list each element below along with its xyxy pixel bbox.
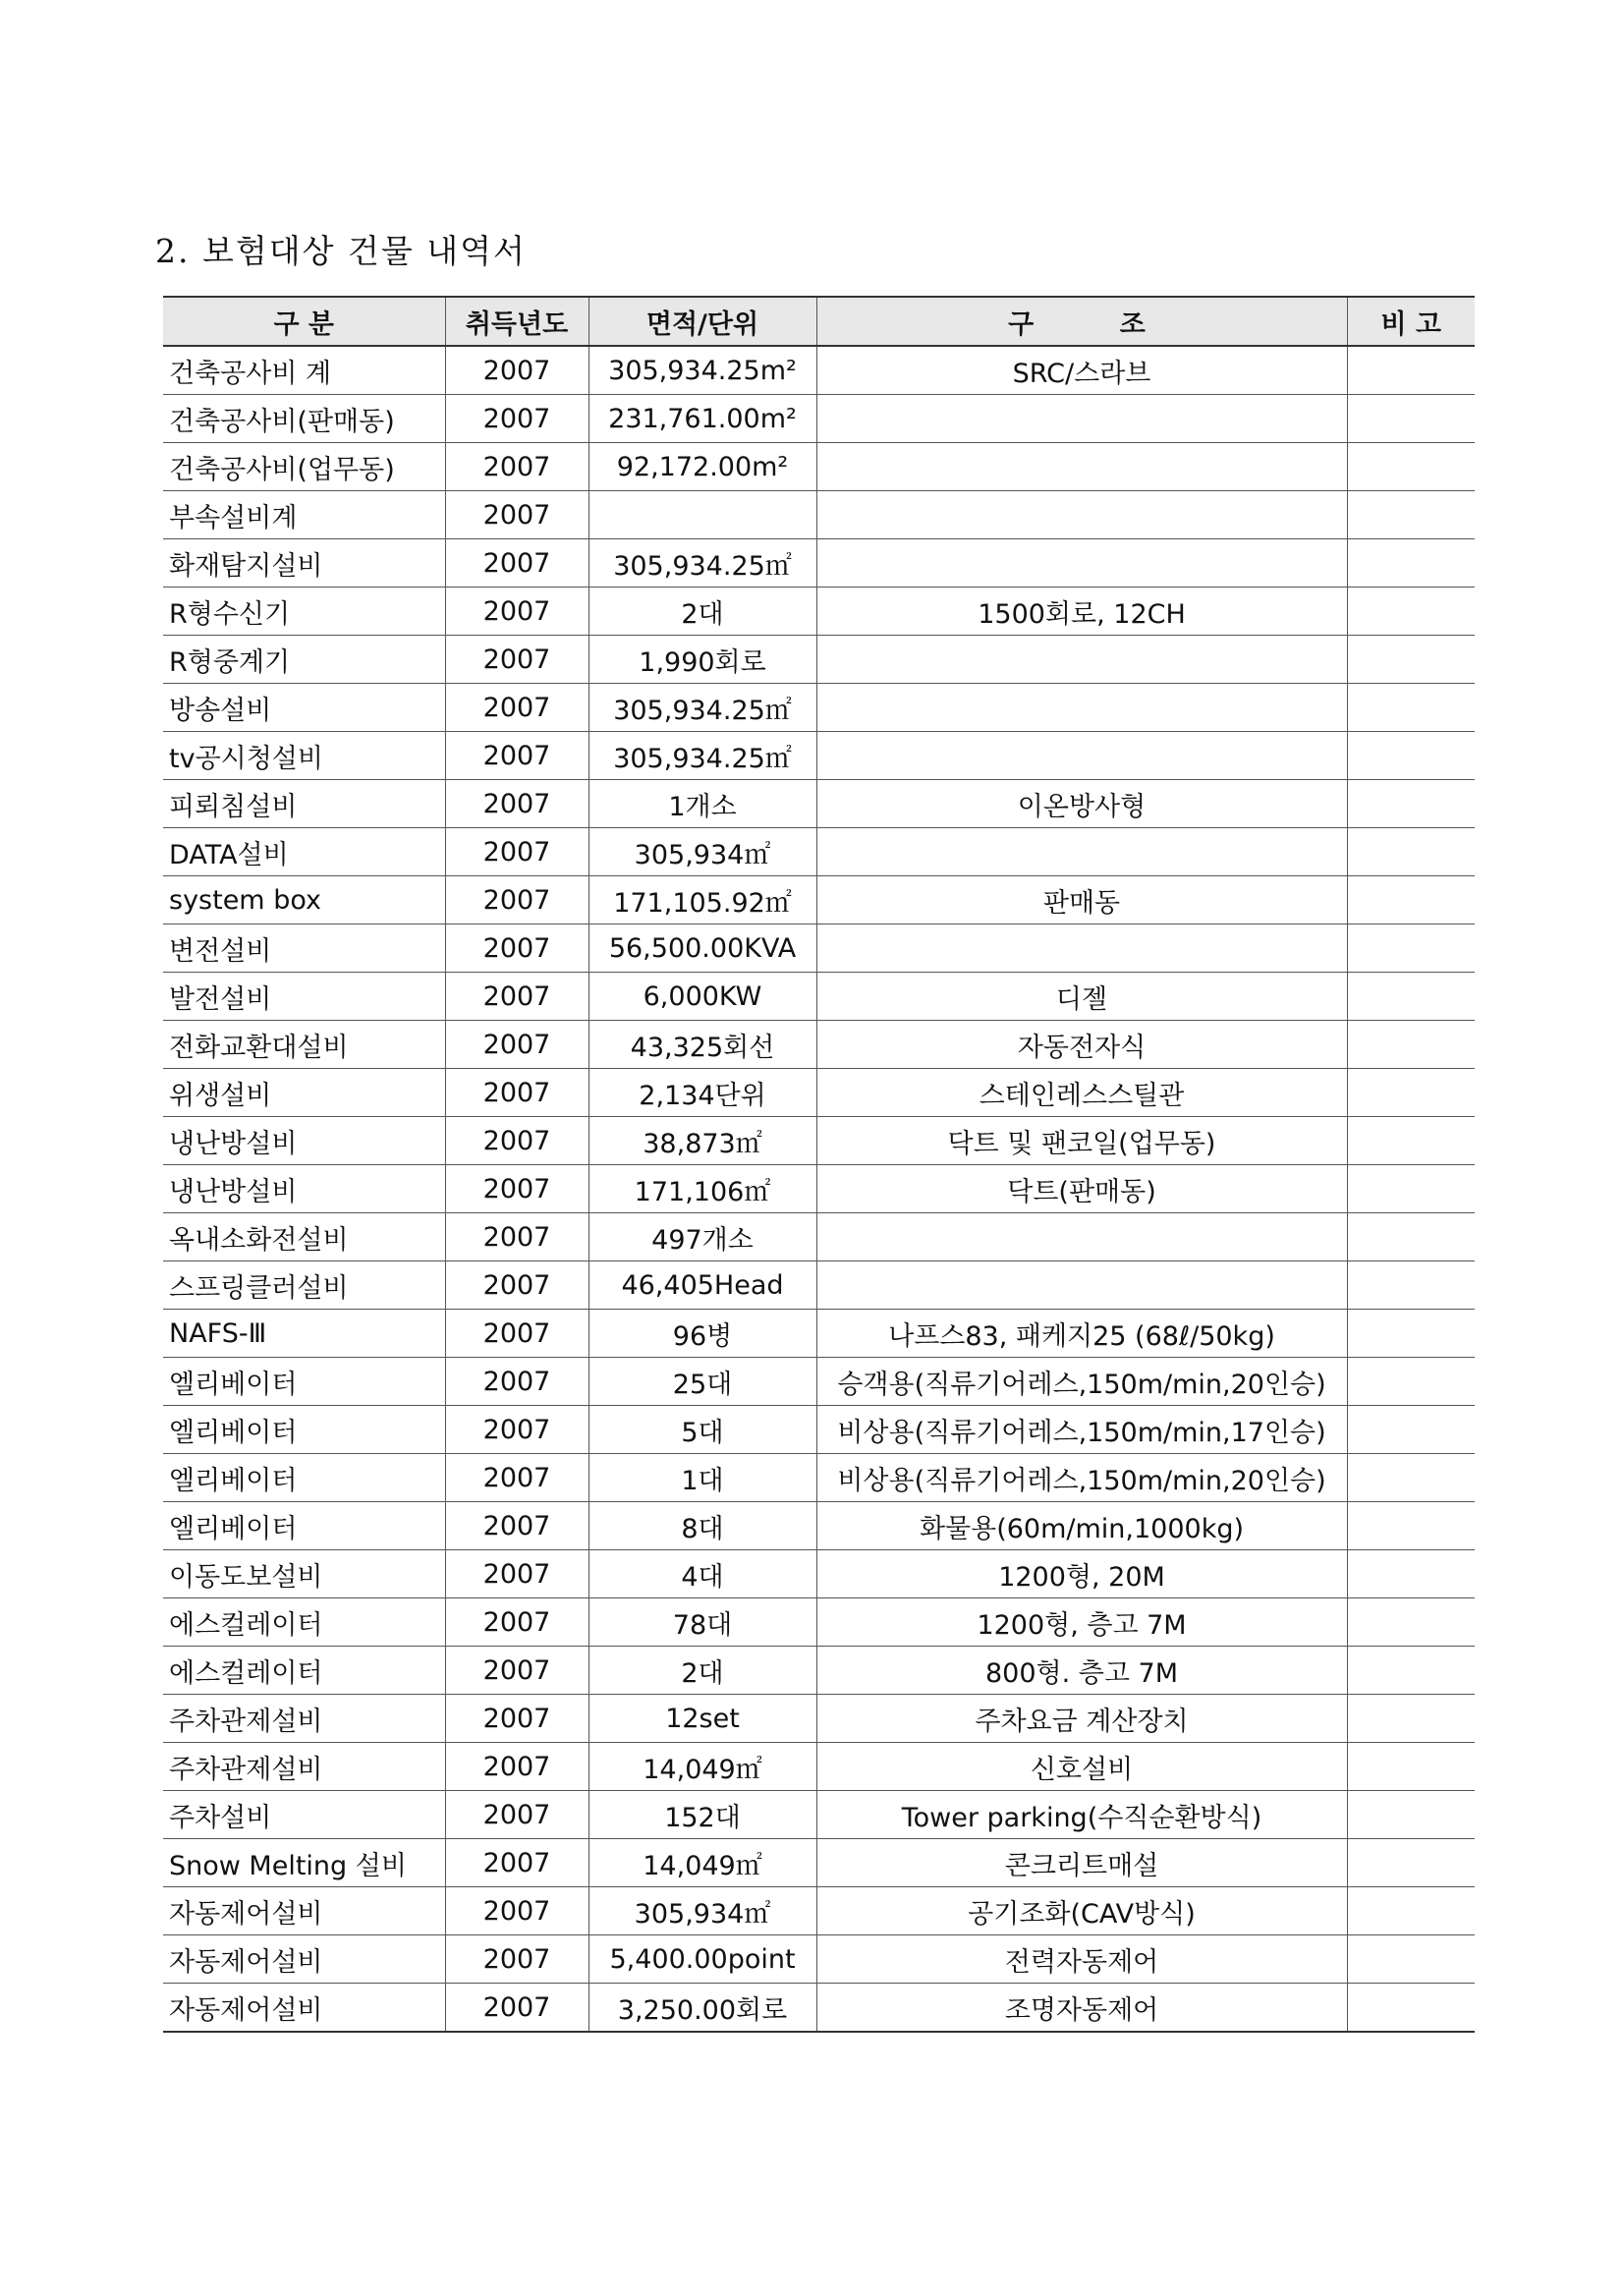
cell-note: [1347, 973, 1475, 1021]
cell-structure: 화물용(60m/min,1000kg): [816, 1502, 1347, 1550]
cell-area: 152대: [588, 1791, 816, 1839]
cell-year: 2007: [445, 1358, 588, 1406]
cell-name: 건축공사비(판매동): [163, 395, 445, 443]
header-note: 비 고: [1347, 297, 1475, 346]
cell-year: 2007: [445, 588, 588, 636]
cell-structure: [816, 539, 1347, 588]
cell-note: [1347, 1310, 1475, 1358]
cell-note: [1347, 1069, 1475, 1117]
cell-structure: 비상용(직류기어레스,150m/min,20인승): [816, 1454, 1347, 1502]
cell-area: 305,934.25㎡: [588, 539, 816, 588]
cell-structure: [816, 395, 1347, 443]
cell-note: [1347, 828, 1475, 876]
table-row: [163, 395, 1475, 443]
cell-note: [1347, 1743, 1475, 1791]
cell-name: 자동제어설비: [163, 1887, 445, 1935]
table-row: [163, 684, 1475, 732]
cell-year: 2007: [445, 924, 588, 973]
table-row: [163, 491, 1475, 539]
cell-year: 2007: [445, 491, 588, 539]
cell-structure: [816, 1261, 1347, 1310]
cell-area: 46,405Head: [588, 1261, 816, 1310]
cell-structure: 판매동: [816, 876, 1347, 924]
cell-name: 주차관제설비: [163, 1695, 445, 1743]
cell-name: 전화교환대설비: [163, 1021, 445, 1069]
cell-note: [1347, 539, 1475, 588]
cell-structure: 1200형, 20M: [816, 1550, 1347, 1598]
table-row: [163, 1213, 1475, 1261]
cell-area: 1개소: [588, 780, 816, 828]
cell-structure: [816, 828, 1347, 876]
cell-year: 2007: [445, 1213, 588, 1261]
table-row: [163, 1358, 1475, 1406]
cell-structure: 1200형, 층고 7M: [816, 1598, 1347, 1647]
table-row: [163, 780, 1475, 828]
cell-name: R형수신기: [163, 588, 445, 636]
cell-structure: 전력자동제어: [816, 1935, 1347, 1984]
header-name: 구 분: [163, 297, 445, 346]
cell-year: 2007: [445, 1743, 588, 1791]
cell-note: [1347, 636, 1475, 684]
cell-year: 2007: [445, 539, 588, 588]
cell-note: [1347, 491, 1475, 539]
cell-structure: 1500회로, 12CH: [816, 588, 1347, 636]
cell-structure: [816, 732, 1347, 780]
table-row: [163, 876, 1475, 924]
cell-area: 305,934.25㎡: [588, 732, 816, 780]
cell-area: 4대: [588, 1550, 816, 1598]
cell-name: 에스컬레이터: [163, 1647, 445, 1695]
cell-area: 231,761.00m²: [588, 395, 816, 443]
cell-note: [1347, 1887, 1475, 1935]
cell-year: 2007: [445, 973, 588, 1021]
cell-note: [1347, 1021, 1475, 1069]
cell-area: 12set: [588, 1695, 816, 1743]
table-row: [163, 588, 1475, 636]
table-row: [163, 924, 1475, 973]
cell-structure: 비상용(직류기어레스,150m/min,17인승): [816, 1406, 1347, 1454]
table-row: [163, 1839, 1475, 1887]
cell-name: 부속설비계: [163, 491, 445, 539]
cell-name: 자동제어설비: [163, 1935, 445, 1984]
cell-year: 2007: [445, 1117, 588, 1165]
cell-area: 305,934.25㎡: [588, 684, 816, 732]
cell-area: 43,325회선: [588, 1021, 816, 1069]
cell-structure: 신호설비: [816, 1743, 1347, 1791]
table-row: [163, 1165, 1475, 1213]
cell-name: 엘리베이터: [163, 1358, 445, 1406]
cell-note: [1347, 684, 1475, 732]
table-row: [163, 828, 1475, 876]
cell-structure: 승객용(직류기어레스,150m/min,20인승): [816, 1358, 1347, 1406]
table-row: [163, 1984, 1475, 2033]
cell-name: 변전설비: [163, 924, 445, 973]
cell-name: 이동도보설비: [163, 1550, 445, 1598]
table-body: [163, 346, 1475, 2032]
cell-note: [1347, 1791, 1475, 1839]
cell-area: 56,500.00KVA: [588, 924, 816, 973]
cell-structure: [816, 443, 1347, 491]
cell-structure: 스테인레스스틸관: [816, 1069, 1347, 1117]
cell-name: 위생설비: [163, 1069, 445, 1117]
table-row: [163, 973, 1475, 1021]
cell-structure: 디젤: [816, 973, 1347, 1021]
cell-area: 6,000KW: [588, 973, 816, 1021]
cell-area: 14,049㎡: [588, 1839, 816, 1887]
table-row: [163, 346, 1475, 395]
cell-year: 2007: [445, 1791, 588, 1839]
cell-note: [1347, 1647, 1475, 1695]
cell-area: 14,049㎡: [588, 1743, 816, 1791]
cell-name: 엘리베이터: [163, 1454, 445, 1502]
cell-name: 주차관제설비: [163, 1743, 445, 1791]
cell-area: 305,934㎡: [588, 1887, 816, 1935]
cell-note: [1347, 1984, 1475, 2033]
cell-note: [1347, 443, 1475, 491]
cell-area: 5,400.00point: [588, 1935, 816, 1984]
cell-structure: 나프스83, 패케지25 (68ℓ/50kg): [816, 1310, 1347, 1358]
cell-name: 주차설비: [163, 1791, 445, 1839]
cell-year: 2007: [445, 346, 588, 395]
cell-name: 자동제어설비: [163, 1984, 445, 2033]
page-title: 2. 보험대상 건물 내역서: [155, 232, 527, 270]
cell-note: [1347, 395, 1475, 443]
cell-note: [1347, 1550, 1475, 1598]
table-row: [163, 1069, 1475, 1117]
cell-area: [588, 491, 816, 539]
cell-name: DATA설비: [163, 828, 445, 876]
table-row: [163, 1261, 1475, 1310]
cell-year: 2007: [445, 780, 588, 828]
cell-structure: 닥트(판매동): [816, 1165, 1347, 1213]
cell-area: 2,134단위: [588, 1069, 816, 1117]
cell-year: 2007: [445, 1165, 588, 1213]
cell-year: 2007: [445, 1647, 588, 1695]
cell-name: NAFS-Ⅲ: [163, 1310, 445, 1358]
cell-name: 건축공사비 계: [163, 346, 445, 395]
cell-area: 8대: [588, 1502, 816, 1550]
header-area: 면적/단위: [588, 297, 816, 346]
table-header-row: [163, 297, 1475, 346]
cell-structure: 자동전자식: [816, 1021, 1347, 1069]
table-row: [163, 1550, 1475, 1598]
table-row: [163, 1647, 1475, 1695]
cell-year: 2007: [445, 1935, 588, 1984]
cell-note: [1347, 1358, 1475, 1406]
cell-note: [1347, 1839, 1475, 1887]
table-row: [163, 1117, 1475, 1165]
cell-area: 5대: [588, 1406, 816, 1454]
cell-name: 냉난방설비: [163, 1165, 445, 1213]
cell-note: [1347, 1165, 1475, 1213]
table-row: [163, 1454, 1475, 1502]
cell-area: 25대: [588, 1358, 816, 1406]
table-row: [163, 443, 1475, 491]
cell-note: [1347, 924, 1475, 973]
cell-structure: [816, 1213, 1347, 1261]
building-inventory-table: [163, 296, 1475, 2033]
table-row: [163, 636, 1475, 684]
cell-note: [1347, 588, 1475, 636]
cell-note: [1347, 1935, 1475, 1984]
cell-year: 2007: [445, 395, 588, 443]
table-row: [163, 732, 1475, 780]
cell-year: 2007: [445, 1984, 588, 2033]
cell-note: [1347, 1213, 1475, 1261]
table-row: [163, 1695, 1475, 1743]
table-row: [163, 1791, 1475, 1839]
cell-year: 2007: [445, 1261, 588, 1310]
cell-note: [1347, 732, 1475, 780]
cell-name: tv공시청설비: [163, 732, 445, 780]
cell-year: 2007: [445, 1069, 588, 1117]
cell-name: Snow Melting 설비: [163, 1839, 445, 1887]
cell-structure: SRC/스라브: [816, 346, 1347, 395]
cell-name: 발전설비: [163, 973, 445, 1021]
cell-name: 화재탐지설비: [163, 539, 445, 588]
cell-name: 엘리베이터: [163, 1502, 445, 1550]
cell-year: 2007: [445, 828, 588, 876]
cell-name: 방송설비: [163, 684, 445, 732]
cell-structure: 주차요금 계산장치: [816, 1695, 1347, 1743]
cell-year: 2007: [445, 1839, 588, 1887]
cell-area: 78대: [588, 1598, 816, 1647]
cell-structure: 공기조화(CAV방식): [816, 1887, 1347, 1935]
table-row: [163, 539, 1475, 588]
cell-year: 2007: [445, 1695, 588, 1743]
cell-note: [1347, 1502, 1475, 1550]
cell-year: 2007: [445, 1310, 588, 1358]
cell-year: 2007: [445, 1598, 588, 1647]
cell-area: 305,934㎡: [588, 828, 816, 876]
cell-structure: 이온방사형: [816, 780, 1347, 828]
cell-area: 2대: [588, 588, 816, 636]
cell-note: [1347, 1261, 1475, 1310]
cell-area: 96병: [588, 1310, 816, 1358]
cell-area: 497개소: [588, 1213, 816, 1261]
cell-structure: [816, 491, 1347, 539]
cell-name: 에스컬레이터: [163, 1598, 445, 1647]
cell-structure: 조명자동제어: [816, 1984, 1347, 2033]
cell-year: 2007: [445, 1406, 588, 1454]
cell-name: 엘리베이터: [163, 1406, 445, 1454]
table-row: [163, 1887, 1475, 1935]
cell-year: 2007: [445, 1887, 588, 1935]
cell-area: 305,934.25m²: [588, 346, 816, 395]
header-year: 취득년도: [445, 297, 588, 346]
cell-area: 3,250.00회로: [588, 1984, 816, 2033]
cell-name: 스프링클러설비: [163, 1261, 445, 1310]
cell-name: 피뢰침설비: [163, 780, 445, 828]
table-row: [163, 1598, 1475, 1647]
cell-year: 2007: [445, 684, 588, 732]
cell-year: 2007: [445, 1550, 588, 1598]
cell-note: [1347, 1695, 1475, 1743]
cell-note: [1347, 1117, 1475, 1165]
cell-structure: 800형. 층고 7M: [816, 1647, 1347, 1695]
table-row: [163, 1021, 1475, 1069]
cell-area: 171,105.92㎡: [588, 876, 816, 924]
cell-year: 2007: [445, 1454, 588, 1502]
cell-year: 2007: [445, 1502, 588, 1550]
cell-year: 2007: [445, 732, 588, 780]
table-row: [163, 1406, 1475, 1454]
table-row: [163, 1935, 1475, 1984]
table-row: [163, 1310, 1475, 1358]
cell-area: 1,990회로: [588, 636, 816, 684]
cell-note: [1347, 1598, 1475, 1647]
table-row: [163, 1743, 1475, 1791]
cell-name: R형중계기: [163, 636, 445, 684]
table-row: [163, 1502, 1475, 1550]
cell-name: 냉난방설비: [163, 1117, 445, 1165]
cell-area: 92,172.00m²: [588, 443, 816, 491]
cell-note: [1347, 346, 1475, 395]
cell-structure: [816, 684, 1347, 732]
cell-year: 2007: [445, 876, 588, 924]
cell-structure: Tower parking(수직순환방식): [816, 1791, 1347, 1839]
cell-name: 옥내소화전설비: [163, 1213, 445, 1261]
cell-note: [1347, 876, 1475, 924]
cell-year: 2007: [445, 1021, 588, 1069]
cell-area: 38,873㎡: [588, 1117, 816, 1165]
cell-year: 2007: [445, 636, 588, 684]
cell-note: [1347, 1406, 1475, 1454]
cell-name: 건축공사비(업무동): [163, 443, 445, 491]
cell-note: [1347, 1454, 1475, 1502]
cell-note: [1347, 780, 1475, 828]
cell-structure: [816, 924, 1347, 973]
cell-area: 1대: [588, 1454, 816, 1502]
cell-structure: 닥트 및 팬코일(업무동): [816, 1117, 1347, 1165]
cell-year: 2007: [445, 443, 588, 491]
header-structure: 구 조: [816, 297, 1347, 346]
cell-area: 171,106㎡: [588, 1165, 816, 1213]
cell-structure: 콘크리트매설: [816, 1839, 1347, 1887]
cell-name: system box: [163, 876, 445, 924]
cell-area: 2대: [588, 1647, 816, 1695]
cell-structure: [816, 636, 1347, 684]
